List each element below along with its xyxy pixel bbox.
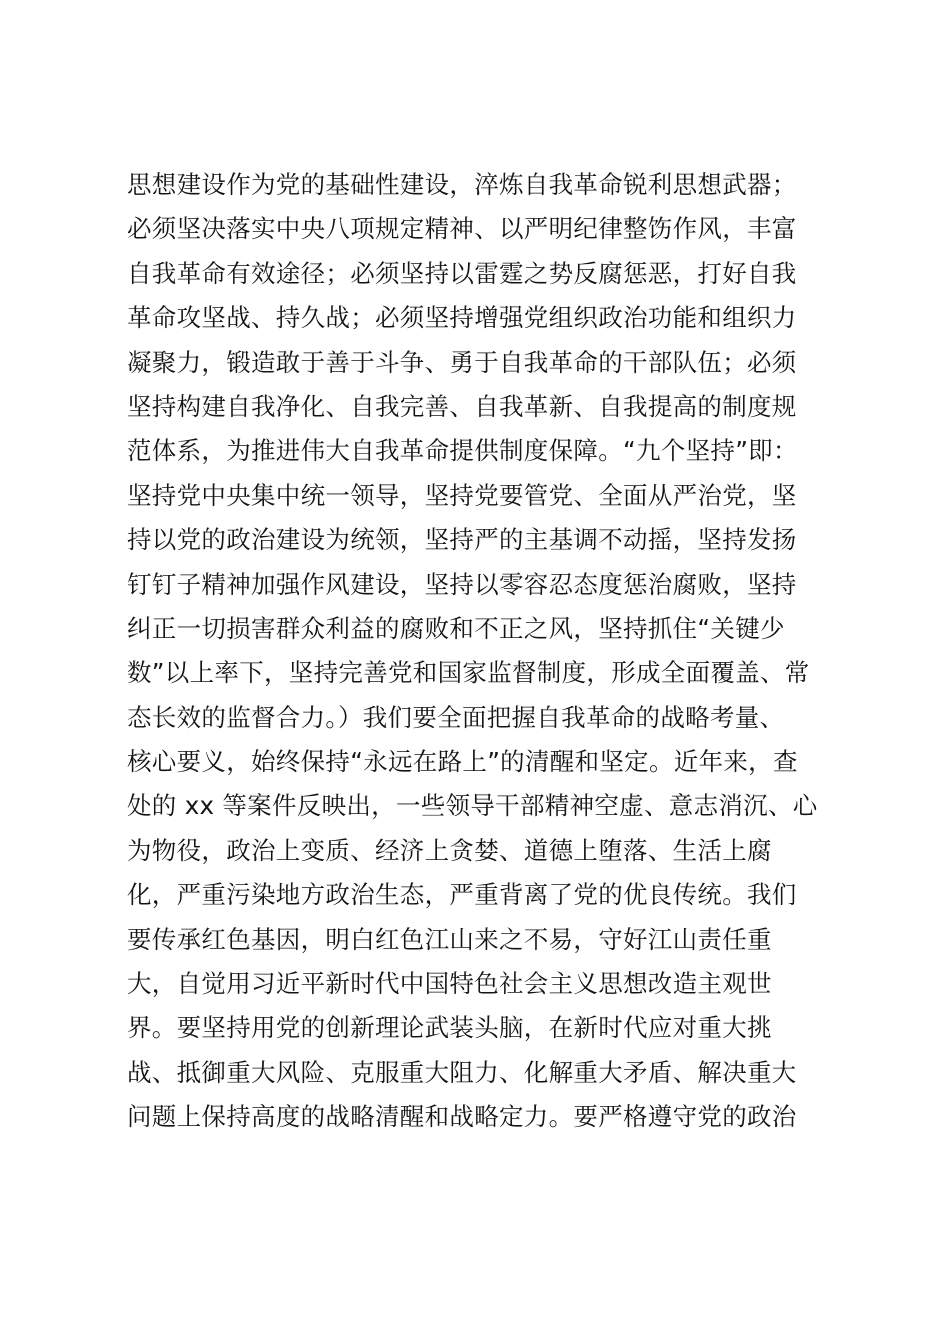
text-line: 要传承红色基因，明白红色江山来之不易，守好江山责任重 [127, 924, 772, 954]
text-line: 自我革命有效途径；必须坚持以雷霆之势反腐惩恶，打好自我 [127, 258, 797, 288]
text-line: 为物役，政治上变质、经济上贪婪、道德上堕落、生活上腐 [127, 835, 772, 865]
text-line: 核心要义，始终保持“永远在路上”的清醒和坚定。近年来，查 [127, 747, 798, 777]
text-line: 战、抵御重大风险、克服重大阻力、化解重大矛盾、解决重大 [127, 1057, 797, 1087]
text-line: 必须坚决落实中央八项规定精神、以严明纪律整饬作风，丰富 [127, 214, 797, 244]
text-line: 处的 xx 等案件反映出，一些领导干部精神空虚、意志消沉、心 [127, 791, 818, 821]
text-line: 凝聚力，锻造敢于善于斗争、勇于自我革命的干部队伍；必须 [127, 347, 797, 377]
text-line: 纠正一切损害群众利益的腐败和不正之风，坚持抓住“关键少 [127, 613, 785, 643]
text-line: 坚持党中央集中统一领导，坚持党要管党、全面从严治党，坚 [127, 480, 797, 510]
text-line: 大，自觉用习近平新时代中国特色社会主义思想改造主观世 [127, 969, 772, 999]
text-line: 革命攻坚战、持久战；必须坚持增强党组织政治功能和组织力 [127, 303, 797, 333]
text-line: 数”以上率下，坚持完善党和国家监督制度，形成全面覆盖、常 [127, 658, 810, 688]
text-line: 持以党的政治建设为统领，坚持严的主基调不动摇，坚持发扬 [127, 525, 797, 555]
text-line: 思想建设作为党的基础性建设，淬炼自我革命锐利思想武器； [127, 170, 797, 199]
text-line: 态长效的监督合力。）我们要全面把握自我革命的战略考量、 [127, 702, 785, 732]
body-paragraph [127, 163, 837, 1140]
text-line: 范体系，为推进伟大自我革命提供制度保障。“九个坚持”即： [127, 436, 798, 466]
text-line: 坚持构建自我净化、自我完善、自我革新、自我提高的制度规 [127, 391, 797, 421]
text-line: 界。要坚持用党的创新理论武装头脑，在新时代应对重大挑 [127, 1013, 772, 1043]
text-line: 钉钉子精神加强作风建设，坚持以零容忍态度惩治腐败，坚持 [127, 569, 797, 599]
text-line: 化，严重污染地方政治生态，严重背离了党的优良传统。我们 [127, 880, 797, 910]
text-line: 问题上保持高度的战略清醒和战略定力。要严格遵守党的政治 [127, 1102, 797, 1132]
